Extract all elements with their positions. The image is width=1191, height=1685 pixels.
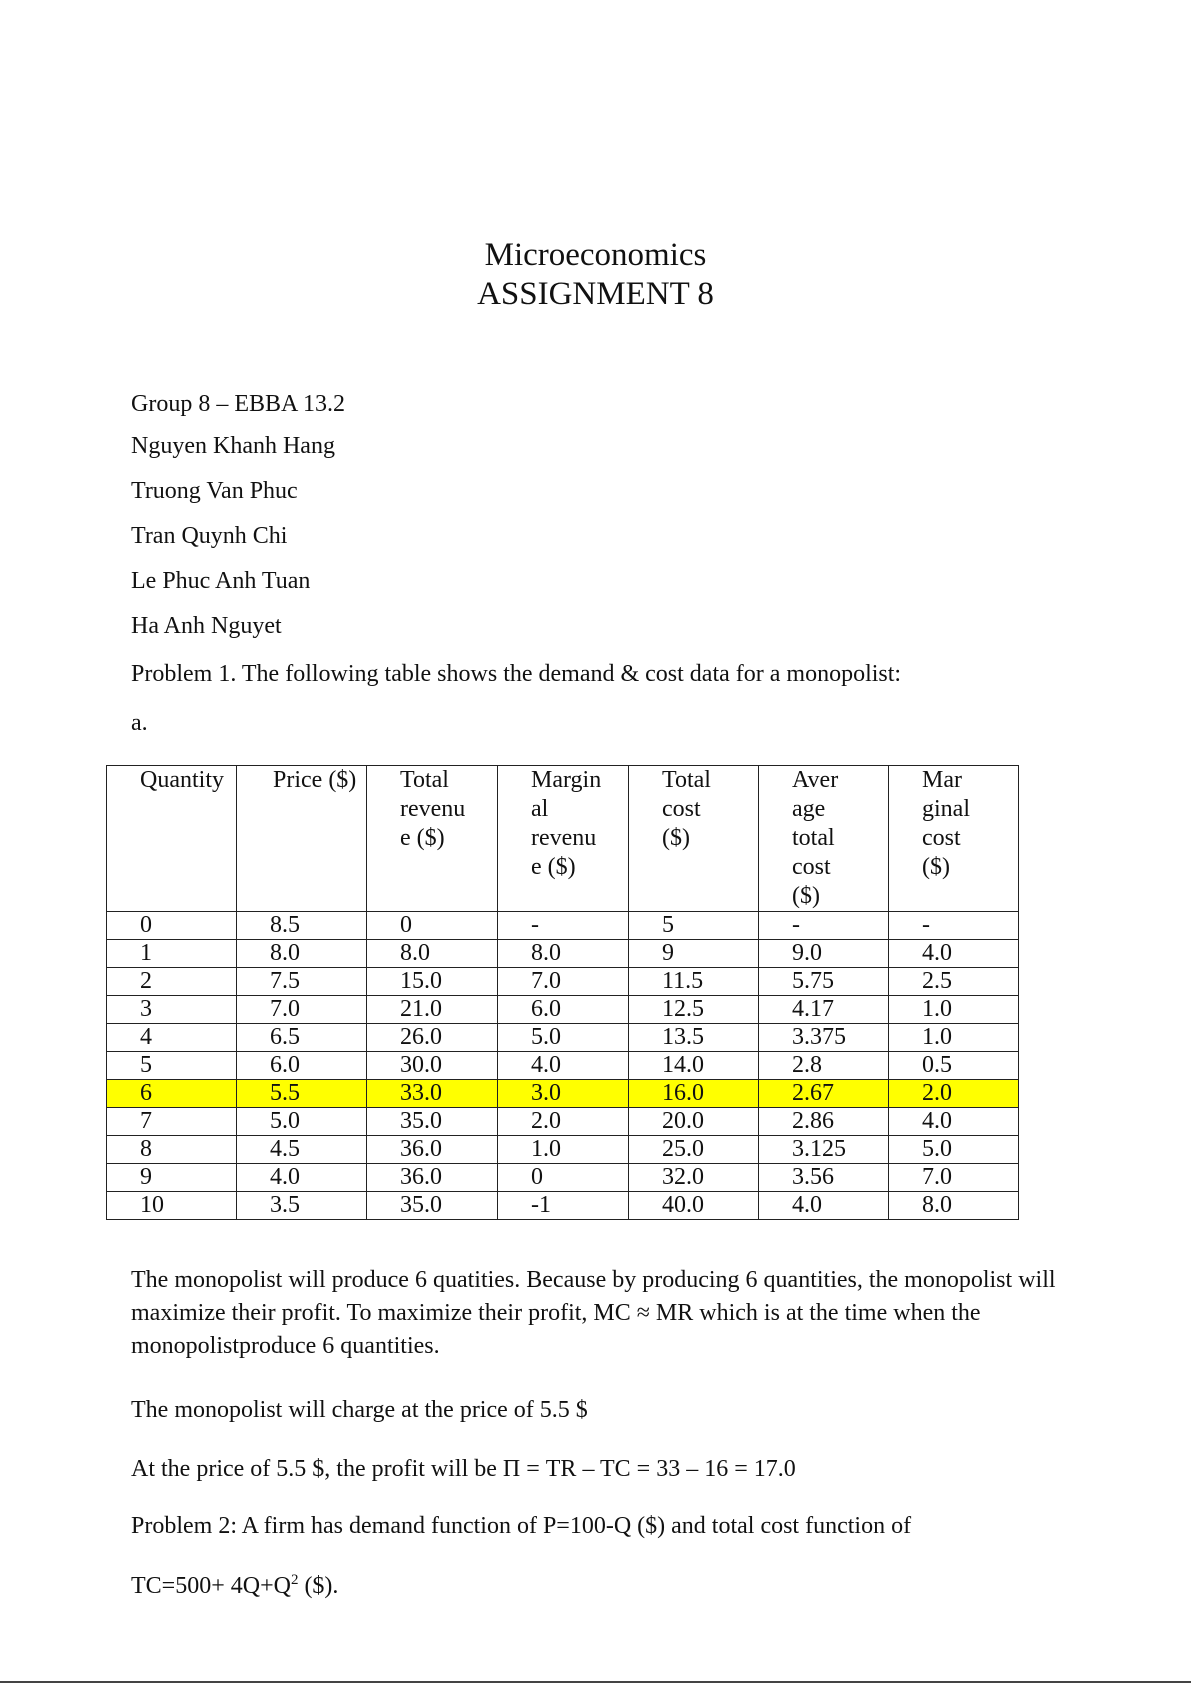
table-cell: 7.5 (237, 968, 367, 996)
table-row (107, 1080, 1019, 1108)
table-cell: 3.125 (759, 1136, 889, 1164)
table-cell: 2.5 (889, 968, 1019, 996)
table-cell: 8 (107, 1136, 237, 1164)
table-cell: 5.75 (759, 968, 889, 996)
table-cell: - (759, 912, 889, 940)
problem2-cost-function: $TC=500+ 4Q+Q^2$ ($). (131, 1572, 339, 1599)
table-cell: 20.0 (629, 1108, 759, 1136)
table-cell: 4.0 (759, 1192, 889, 1220)
table-cell: 5.0 (498, 1024, 629, 1052)
table-row (107, 1164, 1019, 1192)
table-cell: 33.0 (367, 1080, 498, 1108)
table-cell: 30.0 (367, 1052, 498, 1080)
table-cell: 6.0 (498, 996, 629, 1024)
header-marginal-revenue: Margin al revenu e ($) (498, 766, 629, 912)
table-cell: 5.0 (237, 1108, 367, 1136)
table-cell: 6.5 (237, 1024, 367, 1052)
table-cell: 6.0 (237, 1052, 367, 1080)
table-cell: 1.0 (498, 1136, 629, 1164)
table-cell: 10 (107, 1192, 237, 1220)
member-name: Le Phuc Anh Tuan (131, 568, 311, 594)
table-cell: - (889, 912, 1019, 940)
table-row (107, 1024, 1019, 1052)
table-cell: 9 (107, 1164, 237, 1192)
table-cell: 36.0 (367, 1136, 498, 1164)
table-cell: 5.0 (889, 1136, 1019, 1164)
page-bottom-rule (0, 1681, 1191, 1683)
table-cell: - (498, 912, 629, 940)
table-cell: 0 (498, 1164, 629, 1192)
table-cell: 12.5 (629, 996, 759, 1024)
table-cell: 13.5 (629, 1024, 759, 1052)
price-answer: The monopolist will charge at the price of 5.5 $ (131, 1397, 588, 1423)
table-cell: 4.0 (237, 1164, 367, 1192)
table-cell: 2 (107, 968, 237, 996)
table-cell: 4.17 (759, 996, 889, 1024)
table-cell: 9.0 (759, 940, 889, 968)
table-header-row (107, 766, 1019, 912)
table-row (107, 968, 1019, 996)
table-cell: 1.0 (889, 996, 1019, 1024)
table-cell: 4.0 (889, 940, 1019, 968)
table-cell: 4 (107, 1024, 237, 1052)
table-cell: 32.0 (629, 1164, 759, 1192)
table-cell: 4.5 (237, 1136, 367, 1164)
table-cell: 40.0 (629, 1192, 759, 1220)
header-average-total-cost: Aver age total cost ($) (759, 766, 889, 912)
table-cell: 2.67 (759, 1080, 889, 1108)
document-subtitle: ASSIGNMENT 8 (477, 276, 714, 312)
table-row (107, 940, 1019, 968)
table-cell: 5 (629, 912, 759, 940)
table-row (107, 996, 1019, 1024)
problem1-heading: Problem 1. The following table shows the demand & cost data for a monopolist: (131, 661, 902, 687)
table-cell: 7.0 (889, 1164, 1019, 1192)
header-total-revenue: Total revenu e ($) (367, 766, 498, 912)
table-cell: 21.0 (367, 996, 498, 1024)
table-cell: 25.0 (629, 1136, 759, 1164)
table-cell: 3.5 (237, 1192, 367, 1220)
table-cell: -1 (498, 1192, 629, 1220)
table-cell: 2.86 (759, 1108, 889, 1136)
table-cell: 2.8 (759, 1052, 889, 1080)
table-cell: 2.0 (498, 1108, 629, 1136)
table-cell: 8.0 (367, 940, 498, 968)
member-name: Truong Van Phuc (131, 478, 298, 504)
table-cell: 11.5 (629, 968, 759, 996)
table-cell: 26.0 (367, 1024, 498, 1052)
table-cell: 1.0 (889, 1024, 1019, 1052)
profit-answer: At the price of 5.5 $, the profit will be Π = TR – TC = 33 – 16 = 17.0 (131, 1456, 796, 1482)
table-row (107, 1136, 1019, 1164)
table-cell: 8.0 (498, 940, 629, 968)
table-cell: 16.0 (629, 1080, 759, 1108)
member-name: Ha Anh Nguyet (131, 613, 282, 639)
table-cell: 0.5 (889, 1052, 1019, 1080)
table-row (107, 912, 1019, 940)
table-cell: 15.0 (367, 968, 498, 996)
table-cell: 6 (107, 1080, 237, 1108)
exponent: 2 (290, 1572, 299, 1588)
group-label: Group 8 – EBBA 13.2 (131, 391, 346, 417)
table-cell: 7.0 (498, 968, 629, 996)
table-row (107, 1108, 1019, 1136)
monopolist-data-table (106, 765, 1019, 1220)
table-cell: 8.5 (237, 912, 367, 940)
header-price: Price ($) (237, 766, 367, 912)
table-cell: 0 (367, 912, 498, 940)
member-name: Tran Quynh Chi (131, 523, 288, 549)
table-cell: 8.0 (889, 1192, 1019, 1220)
table-cell: 9 (629, 940, 759, 968)
table-cell: 3.56 (759, 1164, 889, 1192)
table-cell: 35.0 (367, 1108, 498, 1136)
table-cell: 8.0 (237, 940, 367, 968)
answer-paragraph: The monopolist will produce 6 quatities. Because by producing 6 quantities, the monopolist will maximize their profit. To maximize their profit, MC ≈ MR which is at the time when the monopolistproduce 6 quantities. (131, 1267, 1056, 1359)
table-cell: 1 (107, 940, 237, 968)
table-cell: 0 (107, 912, 237, 940)
part-a-label: a. (131, 710, 148, 736)
header-quantity: Quantity (107, 766, 237, 912)
table-row (107, 1192, 1019, 1220)
table-cell: 3 (107, 996, 237, 1024)
table-cell: 36.0 (367, 1164, 498, 1192)
header-marginal-cost: Mar ginal cost ($) (889, 766, 1019, 912)
document-title: Microeconomics (484, 237, 707, 273)
table-cell: 5 (107, 1052, 237, 1080)
member-name: Nguyen Khanh Hang (131, 433, 335, 459)
problem2-statement: Problem 2: A firm has demand function of P=100-Q ($) and total cost function of (131, 1513, 912, 1539)
table-cell: 7.0 (237, 996, 367, 1024)
table-row (107, 1052, 1019, 1080)
table-cell: 5.5 (237, 1080, 367, 1108)
table-cell: 2.0 (889, 1080, 1019, 1108)
table-cell: 3.0 (498, 1080, 629, 1108)
table-cell: 14.0 (629, 1052, 759, 1080)
table-cell: 4.0 (498, 1052, 629, 1080)
header-total-cost: Total cost ($) (629, 766, 759, 912)
table-cell: 35.0 (367, 1192, 498, 1220)
table-cell: 3.375 (759, 1024, 889, 1052)
table-cell: 7 (107, 1108, 237, 1136)
table-cell: 4.0 (889, 1108, 1019, 1136)
